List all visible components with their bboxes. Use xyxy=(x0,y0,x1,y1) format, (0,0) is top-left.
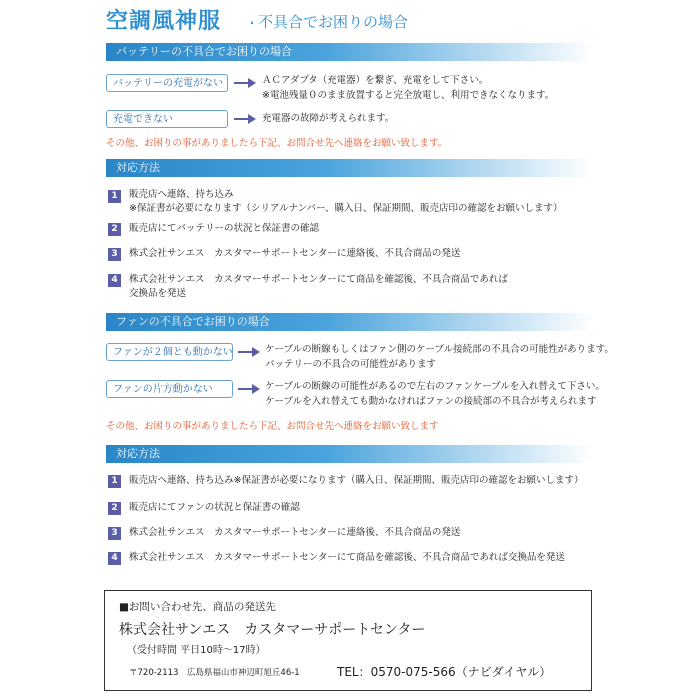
step-badge: 3 xyxy=(108,527,121,540)
contact-phone[interactable]: TEL：0570-075-566（ナビダイヤル） xyxy=(337,665,552,679)
fan-problem-one-stopped-desc-1: ケーブルの断線の可能性があるので左右のファンケーブルを入れ替えて下さい。 xyxy=(265,381,605,392)
step-badge: 1 xyxy=(108,190,121,203)
step-badge: 2 xyxy=(108,223,121,236)
arrow-right-icon xyxy=(234,114,256,124)
fan-problem-both-stopped-desc-1: ケーブルの断線もしくはファン側のケーブル接続部の不具合の可能性があります。 xyxy=(265,344,614,355)
arrow-right-icon xyxy=(234,78,256,88)
battery-problem-cannot-charge: 充電できない xyxy=(106,110,228,128)
fan-step-3: 株式会社サンエス カスタマーサポートセンターに連絡後、不具合商品の発送 xyxy=(129,527,461,538)
step-badge: 2 xyxy=(108,502,121,515)
battery-problem-no-charge: バッテリーの充電がない xyxy=(106,74,228,92)
fan-contact-note: その他、お困りの事がありましたら下記、お問合せ先へ連絡をお願い致します xyxy=(106,421,439,432)
contact-box xyxy=(104,590,592,691)
battery-problem-no-charge-desc-2: ※電池残量０のまま放置すると完全放電し、利用できなくなります。 xyxy=(262,90,555,101)
fan-problem-one-stopped: ファンの片方動かない xyxy=(106,380,233,398)
battery-step-2: 販売店にてバッテリーの状況と保証書の確認 xyxy=(129,223,320,234)
step-badge: 4 xyxy=(108,274,121,287)
contact-hours: （受付時間 平日10時〜17時） xyxy=(127,645,266,656)
page-header xyxy=(106,4,606,36)
fan-steps-header: 対応方法 xyxy=(106,445,594,463)
battery-step-4-line-2: 交換品を発送 xyxy=(129,288,187,299)
step-badge: 3 xyxy=(108,248,121,261)
fan-step-1: 販売店へ連絡、持ち込み※保証書が必要になります（購入日、保証期間、販売店印の確認をお願いします） xyxy=(129,475,584,486)
fan-problem-both-stopped: ファンが２個とも動かない xyxy=(106,343,233,361)
fan-problem-both-stopped-desc-2: バッテリーの不具合の可能性があります xyxy=(265,359,437,370)
contact-address: 〒720-2113 広島県福山市神辺町旭丘46-1 xyxy=(129,668,300,678)
contact-company: 株式会社サンエス カスタマーサポートセンター xyxy=(119,622,426,638)
arrow-right-icon xyxy=(238,347,260,357)
page-subtitle: 不具合でお困りの場合 xyxy=(258,13,409,31)
battery-problem-no-charge-desc-1: ＡＣアダプタ（充電器）を繋ぎ、充電をして下さい。 xyxy=(262,75,489,86)
step-badge: 1 xyxy=(108,475,121,488)
battery-contact-note: その他、お困りの事がありましたら下記、お問合せ先へ連絡をお願い致します。 xyxy=(106,138,448,149)
fan-problem-one-stopped-desc-2: ケーブルを入れ替えても動かなければファンの接続部の不具合が考えられます xyxy=(265,396,597,407)
title-dot: . xyxy=(249,8,255,29)
fan-step-4: 株式会社サンエス カスタマーサポートセンターにて商品を確認後、不具合商品であれば交換品を発送 xyxy=(129,552,565,563)
battery-step-1-line-2: ※保証書が必要になります（シリアルナンバー、購入日、保証期間、販売店印の確認をお願いします） xyxy=(129,203,563,214)
battery-step-1-line-1: 販売店へ連絡、持ち込み xyxy=(129,189,234,200)
battery-step-4-line-1: 株式会社サンエス カスタマーサポートセンターにて商品を確認後、不具合商品であれば xyxy=(129,274,508,285)
arrow-right-icon xyxy=(238,384,260,394)
step-badge: 4 xyxy=(108,552,121,565)
contact-heading: ■お問い合わせ先、商品の発送先 xyxy=(119,601,276,613)
fan-section-header: ファンの不具合でお困りの場合 xyxy=(106,313,594,331)
battery-step-3: 株式会社サンエス カスタマーサポートセンターに連絡後、不具合商品の発送 xyxy=(129,248,461,259)
battery-problem-cannot-charge-desc: 充電器の故障が考えられます。 xyxy=(262,113,395,124)
fan-step-2: 販売店にてファンの状況と保証書の確認 xyxy=(129,502,300,513)
battery-steps-header: 対応方法 xyxy=(106,159,594,177)
page-title: 空調風神服 xyxy=(106,9,222,34)
battery-section-header: バッテリーの不具合でお困りの場合 xyxy=(106,43,594,61)
